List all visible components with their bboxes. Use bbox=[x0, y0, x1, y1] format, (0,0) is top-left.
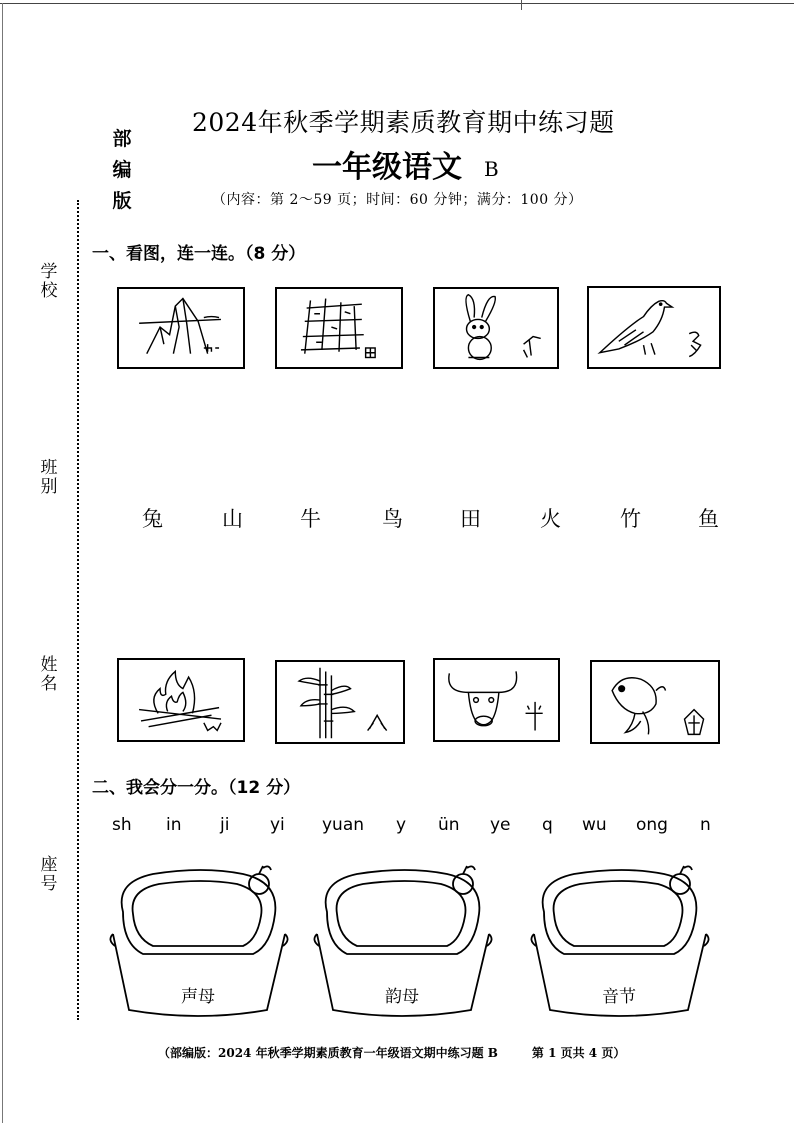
pinyin-item: sh bbox=[112, 815, 132, 835]
mountain-picture bbox=[117, 287, 245, 369]
character: 鸟 bbox=[382, 507, 403, 531]
side-label-class: 班别 bbox=[40, 458, 58, 497]
version-label: B bbox=[484, 157, 499, 181]
pinyin-item: n bbox=[700, 815, 711, 835]
edition-char: 部 bbox=[112, 128, 132, 150]
ox-picture bbox=[433, 658, 560, 742]
pinyin-item: ye bbox=[490, 815, 511, 835]
section2-title: 二、我会分一分。（12 分） bbox=[92, 778, 301, 798]
exam-title: 2024年秋季学期素质教育期中练习题 bbox=[192, 108, 615, 137]
page-number: 第 1 页共 4 页） bbox=[531, 1046, 626, 1060]
exam-info: （内容：第 2～59 页；时间：60 分钟；满分：100 分） bbox=[212, 192, 583, 208]
basket-initials bbox=[103, 862, 293, 1022]
page-left-border bbox=[2, 3, 3, 1123]
pinyin-item: ong bbox=[636, 815, 668, 835]
side-label-school: 学校 bbox=[40, 262, 58, 301]
character: 鱼 bbox=[698, 507, 719, 531]
pinyin-item: q bbox=[542, 815, 553, 835]
character: 兔 bbox=[142, 507, 163, 531]
basket-label: 音节 bbox=[602, 987, 636, 1007]
bird-picture bbox=[587, 286, 721, 369]
binding-dotted-line bbox=[77, 200, 79, 1020]
field-picture bbox=[275, 287, 403, 369]
section1-title: 一、看图，连一连。（8 分） bbox=[92, 244, 306, 264]
rabbit-picture bbox=[433, 287, 559, 369]
character-row bbox=[124, 503, 734, 533]
side-label-seat: 座号 bbox=[40, 855, 58, 894]
pinyin-item: y bbox=[396, 815, 407, 835]
pinyin-item: ji bbox=[220, 815, 230, 835]
pinyin-item: yi bbox=[270, 815, 285, 835]
pinyin-item: in bbox=[166, 815, 182, 835]
edition-label bbox=[110, 124, 134, 217]
page-top-border bbox=[0, 3, 794, 4]
side-label-name: 姓名 bbox=[40, 655, 58, 694]
pinyin-item: ün bbox=[438, 815, 460, 835]
character: 牛 bbox=[300, 507, 321, 531]
pinyin-item: wu bbox=[582, 815, 607, 835]
fish-picture bbox=[590, 660, 720, 744]
footer-text: （部编版：2024 年秋季学期素质教育一年级语文期中练习题 B bbox=[158, 1046, 498, 1060]
fire-picture bbox=[117, 658, 245, 742]
character: 竹 bbox=[620, 507, 641, 531]
bamboo-picture bbox=[275, 660, 405, 744]
pinyin-item: yuan bbox=[322, 815, 365, 835]
character: 田 bbox=[460, 507, 481, 531]
edition-char: 版 bbox=[112, 190, 132, 212]
basket-label: 声母 bbox=[181, 987, 215, 1007]
subject-title bbox=[312, 142, 499, 186]
basket-syllables bbox=[524, 862, 714, 1022]
page-footer bbox=[158, 1044, 625, 1061]
subject-name: 一年级语文 bbox=[312, 150, 462, 185]
edition-char: 编 bbox=[112, 159, 132, 181]
basket-label: 韵母 bbox=[385, 987, 419, 1007]
character: 火 bbox=[540, 507, 561, 531]
top-tick-mark bbox=[521, 0, 522, 10]
basket-finals bbox=[307, 862, 497, 1022]
character: 山 bbox=[222, 507, 243, 531]
pinyin-row bbox=[112, 815, 732, 841]
